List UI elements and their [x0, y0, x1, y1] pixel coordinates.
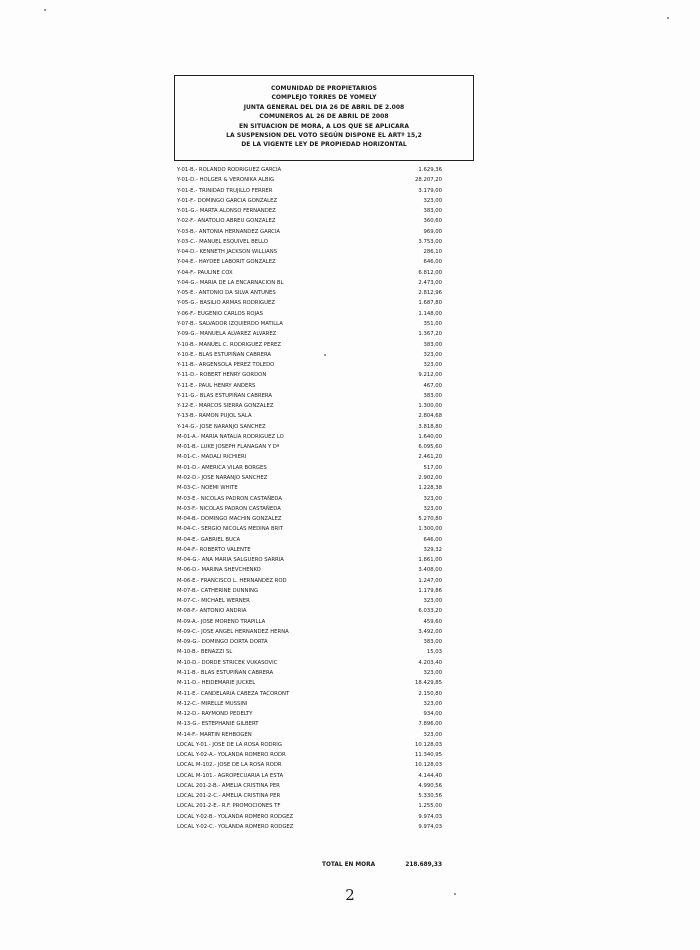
- header-line: LA SUSPENSION DEL VOTO SEGÚN DISPONE EL ARTº 15,2: [226, 132, 422, 140]
- table-row: [177, 370, 442, 380]
- table-row: [177, 381, 442, 391]
- table-row: [177, 196, 442, 206]
- table-row: [177, 730, 442, 740]
- debtor-name: Y-01-G.- MARTA ALONSO FERNANDEZ: [177, 208, 276, 215]
- debt-amount: 323,00: [423, 495, 442, 502]
- table-row: [177, 288, 442, 298]
- debt-amount: 6.812,00: [418, 269, 442, 276]
- debt-amount: 323,00: [423, 197, 442, 204]
- debtor-name: LOCAL Y-02-B.- YOLANDA ROMERO RODGEZ: [177, 813, 294, 820]
- table-row: [177, 565, 442, 575]
- debtor-name: Y-01-F.- DOMINGO GARCIA GONZALEZ: [177, 197, 278, 204]
- debtor-name: M-10-B.- BENAZZI SL: [177, 649, 233, 656]
- debtor-name: LOCAL M-101.- AGROPECUARIA LA ESTA: [177, 772, 284, 779]
- debtor-name: Y-04-F.- PAULINE COX: [177, 269, 233, 276]
- debtor-name: LOCAL Y-02-A.- YOLANDA ROMERO RODR: [177, 752, 286, 759]
- debt-amount: 459,60: [423, 618, 442, 625]
- debt-amount: 10.128,03: [415, 741, 442, 748]
- debtor-name: M-11-D.- HEIDEMARIE JUCKEL: [177, 680, 256, 687]
- table-row: [177, 771, 442, 781]
- debt-amount: 4.203,40: [418, 659, 442, 666]
- debtor-name: M-03-F.- NICOLAS PADRON CASTAÑEDA: [177, 505, 281, 512]
- debtor-name: M-09-G.- DOMINGO DORTA DORTA: [177, 639, 268, 646]
- table-row: [177, 483, 442, 493]
- table-row: [177, 350, 442, 360]
- table-row: [177, 473, 442, 483]
- debt-amount: 3.492,00: [418, 628, 442, 635]
- debt-amount: 28.207,20: [415, 177, 442, 184]
- debtor-name: Y-11-D.- ROBERT HENRY GORDON: [177, 372, 267, 379]
- table-row: [177, 442, 442, 452]
- debtor-list: [177, 165, 442, 832]
- table-row: [177, 617, 442, 627]
- debt-amount: 11.340,95: [415, 752, 442, 759]
- debtor-name: Y-03-C.- MANUEL ESQUIVEL BELLO: [177, 238, 268, 245]
- table-row: [177, 596, 442, 606]
- debtor-name: Y-10-B.- MANUEL C. RODRIGUEZ PEREZ: [177, 341, 281, 348]
- table-row: [177, 298, 442, 308]
- table-row: [177, 822, 442, 832]
- scan-speck: [324, 354, 326, 356]
- table-row: [177, 535, 442, 545]
- debt-amount: 3.753,00: [418, 238, 442, 245]
- debt-amount: 4.990,56: [418, 782, 442, 789]
- table-row: [177, 781, 442, 791]
- debtor-name: M-07-C.- MICHAEL WERNER: [177, 598, 250, 605]
- debtor-name: Y-04-D.- KENNETH JACKSON WILLIANS: [177, 249, 278, 256]
- debt-amount: 360,60: [423, 218, 442, 225]
- debt-amount: 1.687,80: [418, 300, 442, 307]
- header-line: COMUNIDAD DE PROPIETARIOS: [270, 85, 378, 92]
- debt-amount: 2.804,68: [418, 413, 442, 420]
- table-row: [177, 237, 442, 247]
- page-number: 2: [345, 886, 355, 904]
- table-row: [177, 319, 442, 329]
- debtor-name: LOCAL M-102.- JOSE DE LA ROSA RODR: [177, 762, 282, 769]
- debt-amount: 969,00: [423, 228, 442, 235]
- debtor-name: Y-03-B.- ANTONIA HERNANDEZ GARCIA: [177, 228, 281, 235]
- table-row: [177, 801, 442, 811]
- scan-speck: [454, 893, 456, 895]
- header-line: COMUNEROS AL 26 DE ABRIL DE 2008: [259, 113, 389, 121]
- scan-speck: [667, 17, 669, 19]
- table-row: [177, 257, 442, 267]
- table-row: [177, 637, 442, 647]
- debt-amount: 6.095,60: [418, 444, 442, 451]
- debtor-name: Y-11-G.- BLAS ESTUPIÑAN CABRERA: [177, 392, 273, 399]
- debtor-name: M-01-A.- MARIA NATALIA RODRIGUEZ LO: [177, 433, 284, 440]
- debtor-name: LOCAL 201-2-C.- AMELIA CRISTINA PER: [177, 793, 281, 800]
- table-row: [177, 186, 442, 196]
- table-row: [177, 606, 442, 616]
- debt-amount: 323,00: [423, 505, 442, 512]
- debtor-name: M-04-C.- SERGIO NICOLAS MEDINA BRIT: [177, 526, 284, 533]
- header-line: DE LA VIGENTE LEY DE PROPIEDAD HORIZONTAL: [241, 141, 407, 149]
- debtor-name: Y-01-E.- TRINIDAD TRUJILLO FERRER: [177, 187, 273, 194]
- debt-amount: 383,00: [423, 392, 442, 399]
- table-row: [177, 278, 442, 288]
- debt-amount: 383,00: [423, 341, 442, 348]
- debt-amount: 323,00: [423, 351, 442, 358]
- table-row: [177, 514, 442, 524]
- debt-amount: 286,10: [423, 249, 442, 256]
- debt-amount: 1.300,00: [418, 526, 442, 533]
- table-row: [177, 401, 442, 411]
- header-line: EN SITUACION DE MORA, A LOS QUE SE APLICARA: [238, 122, 410, 130]
- debtor-name: M-11-B.- BLAS ESTUPIÑAN CABRERA: [177, 670, 274, 677]
- debtor-name: M-14-F.- MARTIN REHBOGEN: [177, 731, 252, 738]
- debtor-name: LOCAL 201-2-B.- AMELIA CRISTINA PER: [177, 782, 280, 789]
- debtor-name: M-12-D.- RAYMOND PEDELTY: [177, 711, 253, 718]
- debtor-name: M-12-C.- MIRELLE MUSSINI: [177, 700, 248, 707]
- table-row: [177, 391, 442, 401]
- table-row: [177, 658, 442, 668]
- debtor-name: M-01-B.- LUKE JOSEPH FLANAGAN Y Dª: [177, 444, 280, 451]
- scan-speck: [44, 9, 46, 11]
- debt-amount: 10.128,03: [415, 762, 442, 769]
- debt-amount: 934,00: [423, 711, 442, 718]
- debt-amount: 2.461,20: [418, 454, 442, 461]
- debt-amount: 2.902,00: [418, 474, 442, 481]
- debtor-name: M-10-D.- DORDE STRICEK VUKASOVIC: [177, 659, 278, 666]
- debt-amount: 3.408,00: [418, 567, 442, 574]
- debtor-name: M-01-C.- MADALI RICHIERI: [177, 454, 247, 461]
- debt-amount: 1.247,00: [418, 577, 442, 584]
- table-row: [177, 329, 442, 339]
- debtor-name: Y-04-E.- HAYDEE LABORIT GONZALEZ: [177, 259, 276, 266]
- table-row: [177, 360, 442, 370]
- debtor-name: M-08-F.- ANTONIO ANDRIA: [177, 608, 247, 615]
- debt-amount: 2.473,00: [418, 279, 442, 286]
- table-row: [177, 452, 442, 462]
- table-row: [177, 309, 442, 319]
- total-row: [322, 862, 442, 874]
- table-row: [177, 268, 442, 278]
- debt-amount: 2.150,80: [418, 690, 442, 697]
- debtor-name: M-13-G.- ESTEPHANIE GILBERT: [177, 721, 259, 728]
- table-row: [177, 586, 442, 596]
- debtor-name: M-02-D.- JOSE NARANJO SANCHEZ: [177, 474, 268, 481]
- debt-amount: 1.861,00: [418, 557, 442, 564]
- table-row: [177, 545, 442, 555]
- debtor-name: Y-12-E.- MARCOS SIERRA GONZALEZ: [177, 403, 274, 410]
- total-value: 218.689,33: [405, 862, 442, 868]
- table-row: [177, 216, 442, 226]
- debt-amount: 9.212,00: [418, 372, 442, 379]
- debt-amount: 1.367,20: [418, 331, 442, 338]
- debt-amount: 323,00: [423, 670, 442, 677]
- debt-amount: 467,00: [423, 382, 442, 389]
- debt-amount: 3.818,80: [418, 423, 442, 430]
- table-row: [177, 791, 442, 801]
- table-row: [177, 247, 442, 257]
- table-row: [177, 206, 442, 216]
- table-row: [177, 422, 442, 432]
- debtor-name: M-03-E.- NICOLAS PADRON CASTAÑEDA: [177, 495, 282, 502]
- debtor-name: M-07-B.- CATHERINE DUNNING: [177, 587, 259, 594]
- table-row: [177, 678, 442, 688]
- debtor-name: LOCAL Y-01.- JOSE DE LA ROSA RODRIG: [177, 741, 282, 748]
- header-line: COMPLEJO TORRES DE YOMELY: [271, 94, 377, 102]
- debt-amount: 5.330,56: [418, 793, 442, 800]
- table-row: [177, 504, 442, 514]
- table-row: [177, 165, 442, 175]
- debtor-name: Y-09-G.- MANUELA ALVAREZ ALVAREZ: [177, 331, 277, 338]
- debt-amount: 2.812,96: [418, 290, 442, 297]
- debt-amount: 1.629,36: [418, 167, 442, 173]
- debtor-name: Y-11-B.- ARGENSOLA PEREZ TOLEDO: [177, 362, 275, 369]
- debtor-name: Y-01-B.- ROLANDO RODRIGUEZ GARCIA: [177, 167, 282, 173]
- table-row: [177, 627, 442, 637]
- debtor-name: M-01-D.- AMERICA VILAR BORGES: [177, 464, 267, 471]
- table-row: [177, 699, 442, 709]
- debt-amount: 323,00: [423, 598, 442, 605]
- debtor-name: M-11-E.- CANDELARIA CABEZA TACORONT: [177, 690, 290, 697]
- debtor-name: Y-05-E.- ANTONIO DA SILVA ANTUNES: [177, 290, 276, 297]
- debt-amount: 9.974,03: [418, 824, 442, 830]
- debtor-name: M-04-G.- ANA MARIA SALGUERO SARRIA: [177, 557, 284, 564]
- table-row: [177, 576, 442, 586]
- table-row: [177, 494, 442, 504]
- debtor-name: Y-07-B.- SALVADOR IZQUIERDO MATILLA: [177, 320, 283, 327]
- table-row: [177, 524, 442, 534]
- table-row: [177, 750, 442, 760]
- table-row: [177, 555, 442, 565]
- debt-amount: 646,00: [423, 536, 442, 543]
- debt-amount: 1.179,86: [418, 587, 442, 594]
- debt-amount: 323,00: [423, 362, 442, 369]
- debt-amount: 1.148,00: [418, 310, 442, 317]
- table-row: [177, 760, 442, 770]
- debt-amount: 15,03: [426, 649, 442, 656]
- debtor-name: Y-11-E.- PAUL HENRY ANDERS: [177, 382, 256, 389]
- document-header-box: [174, 75, 474, 161]
- table-row: [177, 647, 442, 657]
- debt-amount: 3.179,00: [418, 187, 442, 194]
- debt-amount: 5.270,80: [418, 516, 442, 523]
- debtor-name: LOCAL Y-02-C.- YOLANDA ROMERO RODGEZ: [177, 824, 294, 830]
- debt-amount: 323,00: [423, 700, 442, 707]
- debtor-name: M-06-E.- FRANCISCO L. HERNANDEZ ROD: [177, 577, 287, 584]
- debt-amount: 329,32: [423, 546, 442, 553]
- debt-amount: 1.300,00: [418, 403, 442, 410]
- table-row: [177, 411, 442, 421]
- debt-amount: 7.896,00: [418, 721, 442, 728]
- debtor-name: M-04-B.- DOMINGO MACHIN GONZALEZ: [177, 516, 282, 523]
- table-row: [177, 175, 442, 185]
- table-row: [177, 227, 442, 237]
- table-row: [177, 463, 442, 473]
- table-row: [177, 719, 442, 729]
- debtor-name: Y-02-F.- ANATOLIO ABREU GONZALEZ: [177, 218, 276, 225]
- debt-amount: 323,00: [423, 731, 442, 738]
- debt-amount: 9.974,03: [418, 813, 442, 820]
- debtor-name: Y-04-G.- MARIA DE LA ENCARNACION BL: [177, 279, 284, 286]
- debtor-name: Y-06-F.- EUGENIO CARLOS ROJAS: [177, 310, 263, 317]
- table-row: [177, 740, 442, 750]
- debtor-name: M-03-C.- NOEMI WHITE: [177, 485, 238, 492]
- debt-amount: 383,00: [423, 639, 442, 646]
- header-line: JUNTA GENERAL DEL DIA 26 DE ABRIL DE 2.008: [243, 103, 405, 111]
- debt-amount: 351,00: [423, 320, 442, 327]
- debt-amount: 1.228,38: [418, 485, 442, 492]
- debtor-name: Y-10-E.- BLAS ESTUPIÑAN CABRERA: [177, 351, 272, 358]
- debtor-name: Y-05-G.- BASILIO ARMAS RODRIGUEZ: [177, 300, 275, 307]
- total-label: TOTAL EN MORA: [322, 862, 376, 868]
- table-row: [177, 668, 442, 678]
- debtor-name: Y-13-B.- RAMON PUJOL SALA: [177, 413, 252, 420]
- debtor-name: M-06-D.- MARINA SHEVCHENKO: [177, 567, 261, 574]
- debt-amount: 517,00: [423, 464, 442, 471]
- debtor-name: M-09-A.- JOSE MORENO TRAPILLA: [177, 618, 266, 625]
- debt-amount: 1.255,00: [418, 803, 442, 810]
- table-row: [177, 340, 442, 350]
- table-row: [177, 689, 442, 699]
- table-row: [177, 432, 442, 442]
- debtor-name: Y-14-G.- JOSE NARANJO SANCHEZ: [177, 423, 266, 430]
- table-row: [177, 812, 442, 822]
- debtor-name: Y-01-D.- HOLGER & VERONIKA ALBIG: [177, 177, 275, 184]
- debt-amount: 18.429,85: [415, 680, 442, 687]
- debtor-name: LOCAL 201-2-E.- R.F. PROMOCIONES TF: [177, 803, 281, 810]
- debtor-name: M-04-E.- GABRIEL BUCA: [177, 536, 241, 543]
- debt-amount: 1.640,00: [418, 433, 442, 440]
- debt-amount: 4.144,40: [418, 772, 442, 779]
- debt-amount: 383,00: [423, 208, 442, 215]
- debt-amount: 646,00: [423, 259, 442, 266]
- debt-amount: 6.033,20: [418, 608, 442, 615]
- debtor-name: M-04-F.- ROBERTO VALENTE: [177, 546, 251, 553]
- debtor-name: M-09-C.- JOSE ANGEL HERNANDEZ HERNA: [177, 628, 289, 635]
- table-row: [177, 709, 442, 719]
